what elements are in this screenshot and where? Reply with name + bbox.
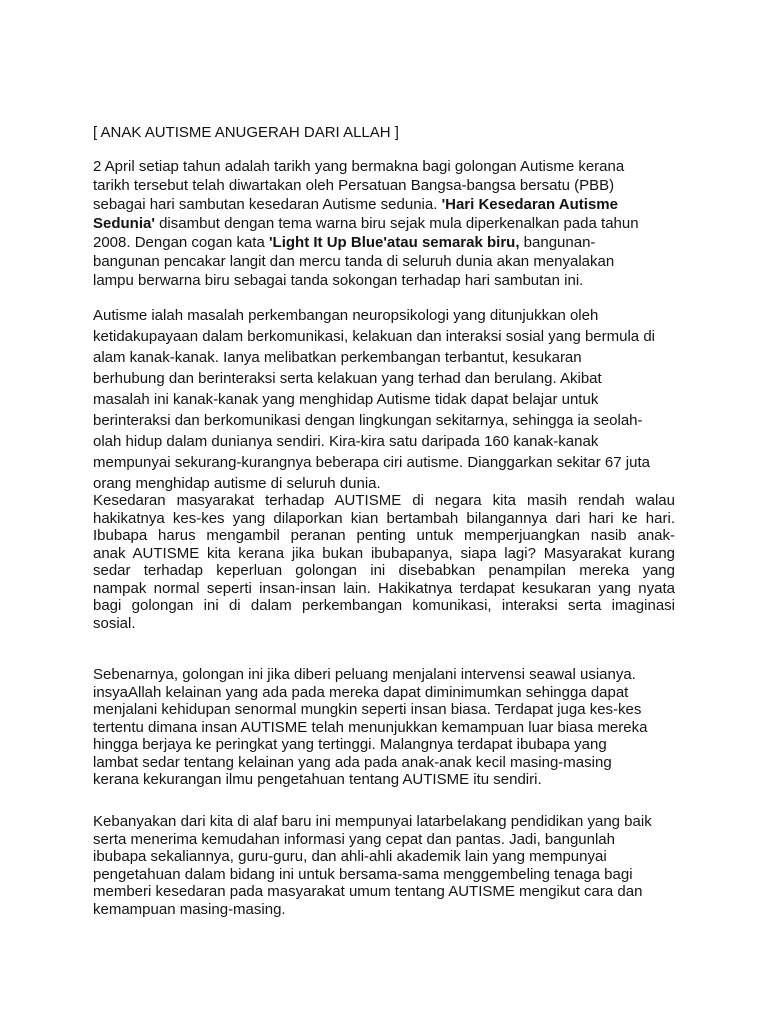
paragraph-line: ketidakupayaan dalam berkomunikasi, kelakuan dan interaksi sosial yang bermula di (93, 328, 655, 345)
paragraph-3 (93, 492, 675, 632)
paragraph-line: tertentu dimana insan AUTISME telah menunjukkan kemampuan luar biasa mereka (93, 718, 648, 736)
document-title: [ ANAK AUTISME ANUGERAH DARI ALLAH ] (93, 124, 399, 141)
paragraph-line: lampu berwarna biru sebagai tanda sokongan terhadap hari sambutan ini. (93, 272, 584, 289)
paragraph-line: sedar terhadap keperluan golongan ini disebabkan penampilan mereka yang (93, 562, 675, 579)
paragraph-line: kerana kekurangan ilmu pengetahuan tentang AUTISME itu sendiri. (93, 771, 542, 788)
paragraph-line: tarikh tersebut telah diwartakan oleh Persatuan Bangsa-bangsa bersatu (PBB) (93, 177, 615, 194)
paragraph-line: menjalani kehidupan senormal mungkin seperti insan biasa. Terdapat juga kes-kes (93, 701, 642, 718)
paragraph-line: Autisme ialah masalah perkembangan neuropsikologi yang ditunjukkan oleh (93, 307, 599, 324)
paragraph-4 (93, 666, 675, 789)
text-run: bangunan- (519, 234, 596, 251)
bold-text-run: 'Light It Up Blue'atau semarak biru, (268, 234, 520, 251)
paragraph-line: nampak normal seperti insan-insan lain. Hakikatnya terdapat kesukaran yang nyata (93, 579, 675, 597)
paragraph-line: hakikatnya kes-kes yang dilaporkan kian bertambah bilangannya dari hari ke hari. (93, 509, 675, 527)
paragraph-line: kemampuan masing-masing. (93, 900, 286, 918)
paragraph-line: orang menghidap autisme di seluruh dunia. (93, 475, 381, 492)
text-run: 2008. Dengan cogan kata (93, 234, 269, 251)
bold-text-run: Sedunia' (93, 215, 155, 232)
paragraph-line: bagi golongan ini di dalam perkembangan komunikasi, interaksi serta imaginasi (93, 597, 675, 614)
paragraph-line: lambat sedar tentang kelainan yang ada pada anak-anak kecil masing-masing (93, 753, 612, 771)
paragraph-line: masalah ini kanak-kanak yang menghidap Autisme tidak dapat belajar untuk (93, 391, 599, 408)
bold-text-run: 'Hari Kesedaran Autisme (441, 196, 618, 213)
text-run: sebagai hari sambutan kesedaran Autisme sedunia. (93, 196, 442, 213)
paragraph-line: sosial. (93, 614, 136, 632)
paragraph-line (93, 233, 675, 252)
paragraph-2 (93, 305, 675, 494)
paragraph-line: Kesedaran masyarakat terhadap AUTISME di negara kita masih rendah walau (93, 492, 675, 509)
paragraph-line: memberi kesedaran pada masyarakat umum tentang AUTISME mengikut cara dan (93, 883, 643, 900)
paragraph-line: hingga berjaya ke peringkat yang tertinggi. Malangnya terdapat ibubapa yang (93, 736, 607, 753)
paragraph-5 (93, 813, 675, 918)
paragraph-line: Sebenarnya, golongan ini jika diberi peluang menjalani intervensi seawal usianya. (93, 666, 636, 683)
paragraph-line: Ibubapa harus mengambil peranan penting untuk memperjuangkan nasib anak- (93, 527, 675, 544)
paragraph-line: insyaAllah kelainan yang ada pada mereka dapat diminimumkan sehingga dapat (93, 683, 629, 701)
paragraph-line: ibubapa sekaliannya, guru-guru, dan ahli-ahli akademik lain yang mempunyai (93, 848, 607, 865)
text-run: disambut dengan tema warna biru sejak mula diperkenalkan pada tahun (154, 215, 639, 232)
paragraph-line: serta menerima kemudahan informasi yang cepat dan pantas. Jadi, bangunlah (93, 830, 615, 848)
paragraph-line: anak AUTISME kita kerana jika bukan ibubapanya, siapa lagi? Masyarakat kurang (93, 544, 675, 562)
paragraph-line: alam kanak-kanak. Ianya melibatkan perkembangan terbantut, kesukaran (93, 349, 582, 366)
paragraph-line (93, 214, 675, 233)
paragraph-line: mempunyai sekurang-kurangnya beberapa ciri autisme. Dianggarkan sekitar 67 juta (93, 454, 650, 471)
paragraph-line: Kebanyakan dari kita di alaf baru ini mempunyai latarbelakang pendidikan yang baik (93, 813, 652, 830)
paragraph-line: 2 April setiap tahun adalah tarikh yang bermakna bagi golongan Autisme kerana (93, 158, 625, 175)
paragraph-line: bangunan pencakar langit dan mercu tanda di seluruh dunia akan menyalakan (93, 253, 615, 270)
paragraph-line: olah hidup dalam dunianya sendiri. Kira-kira satu daripada 160 kanak-kanak (93, 433, 599, 450)
paragraph-line: pengetahuan dalam bidang ini untuk bersama-sama menggembeling tenaga bagi (93, 865, 633, 883)
paragraph-1 (93, 157, 675, 290)
paragraph-line: berhubung dan berinteraksi serta kelakuan yang terhad dan berulang. Akibat (93, 370, 602, 387)
paragraph-line: berinteraksi dan berkomunikasi dengan lingkungan sekitarnya, sehingga ia seolah- (93, 412, 643, 429)
paragraph-line (93, 195, 675, 214)
